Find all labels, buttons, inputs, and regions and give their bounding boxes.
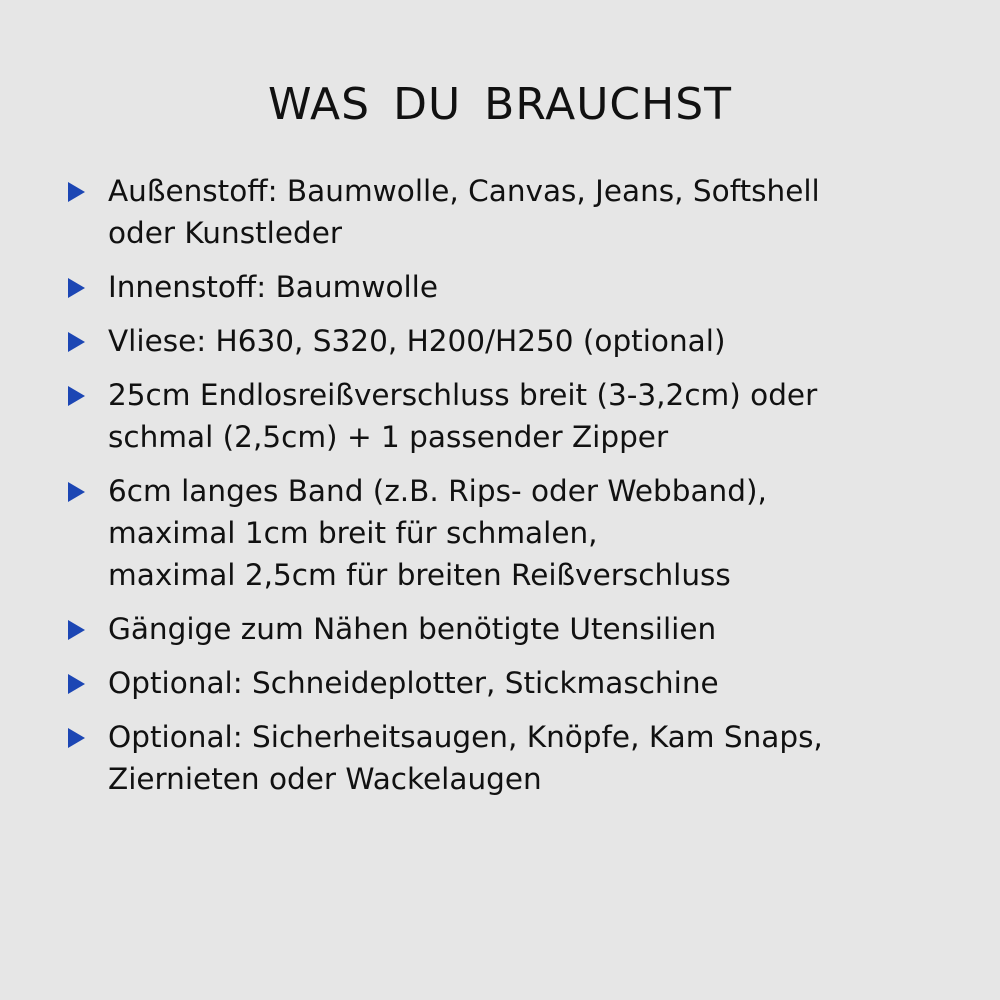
play-triangle-icon [68,278,85,298]
play-triangle-icon [68,386,85,406]
list-item-text: schmal (2,5cm) + 1 passender Zipper [108,420,669,454]
play-triangle-icon [68,182,85,202]
materials-list [65,170,965,812]
list-item-text: Außenstoff: Baumwolle, Canvas, Jeans, Softshell [108,174,820,208]
list-item [65,716,965,800]
list-item [65,662,965,704]
list-item [65,170,965,254]
list-item-text: Optional: Schneideplotter, Stickmaschine [108,666,719,700]
list-item-text: Gängige zum Nähen benötigte Utensilien [108,612,717,646]
list-item [65,608,965,650]
list-item-text: 25cm Endlosreißverschluss breit (3-3,2cm) oder [108,378,818,412]
play-triangle-icon [68,728,85,748]
page-title: WAS DU BRAUCHST [267,79,733,131]
list-item [65,374,965,458]
list-item-text: maximal 2,5cm für breiten Reißverschluss [108,558,731,592]
list-item-text: Innenstoff: Baumwolle [108,270,439,304]
list-item [65,266,965,308]
play-triangle-icon [68,332,85,352]
list-item-text: 6cm langes Band (z.B. Rips- oder Webband), [108,474,767,508]
list-item [65,470,965,596]
list-item-text: oder Kunstleder [108,216,342,250]
play-triangle-icon [68,674,85,694]
play-triangle-icon [68,620,85,640]
list-item [65,320,965,362]
list-item-text: Ziernieten oder Wackelaugen [108,762,542,796]
list-item-text: Vliese: H630, S320, H200/H250 (optional) [108,324,726,358]
list-item-text: maximal 1cm breit für schmalen, [108,516,598,550]
play-triangle-icon [68,482,85,502]
list-item-text: Optional: Sicherheitsaugen, Knöpfe, Kam Snaps, [108,720,823,754]
